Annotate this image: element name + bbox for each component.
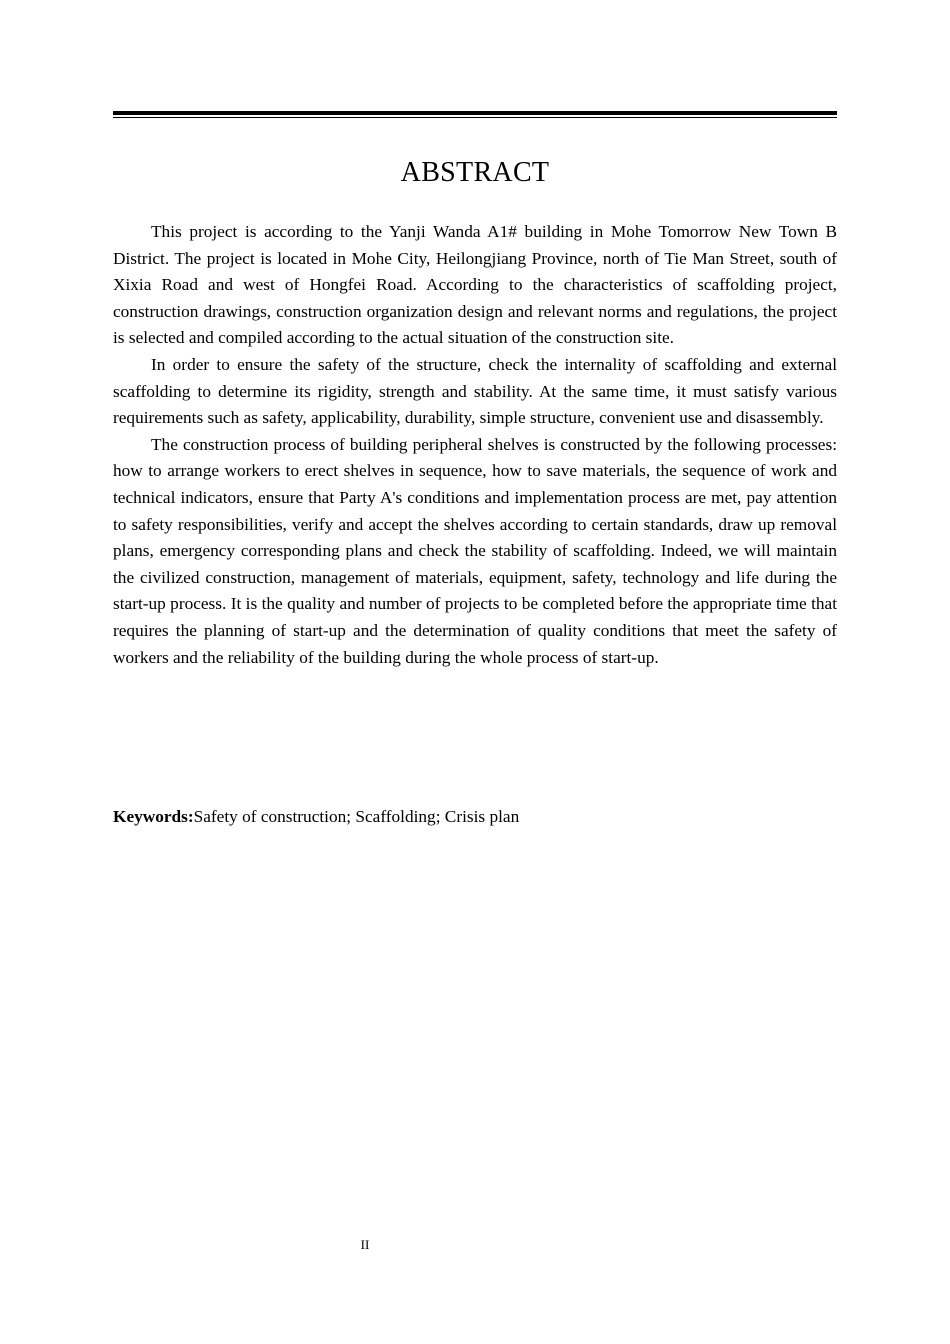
keywords-label: Keywords: bbox=[113, 807, 194, 826]
header-double-rule bbox=[113, 111, 837, 119]
abstract-paragraph-3: The construction process of building peripheral shelves is constructed by the following processes: how to arrange workers to erect shelves in sequence, how to save materials, the sequence of work and technical indicators, ensure that Party A's conditions and implementation process are met, pay attention to safety responsibilities, verify and accept the shelves according to certain standards, draw up removal plans, emergency corresponding plans and check the stability of scaffolding. Indeed, we will maintain the civilized construction, management of materials, equipment, safety, technology and life during the start-up process. It is the quality and number of projects to be completed before the appropriate time that requires the planning of start-up and the determination of quality conditions that meet the safety of workers and the reliability of the building during the whole process of start-up. bbox=[113, 434, 837, 667]
page-number: II bbox=[360, 1237, 370, 1252]
header-rule-thin-line bbox=[113, 117, 837, 118]
keywords-value: Safety of construction; Scaffolding; Crisis plan bbox=[193, 807, 520, 826]
keywords-line bbox=[113, 804, 837, 830]
abstract-paragraph-2: In order to ensure the safety of the structure, check the internality of scaffolding and external scaffolding to determine its rigidity, strength and stability. At the same time, it must satisfy various requirements such as safety, applicability, durability, simple structure, convenient use and disassembly. bbox=[113, 354, 837, 428]
header-rule-thick-line bbox=[113, 111, 837, 115]
abstract-title: ABSTRACT bbox=[400, 157, 550, 188]
abstract-paragraph-1: This project is according to the Yanji Wanda A1# building in Mohe Tomorrow New Town B District. The project is located in Mohe City, Heilongjiang Province, north of Tie Man Street, south of Xixia Road and west of Hongfei Road. According to the characteristics of scaffolding project, construction drawings, construction organization design and relevant norms and regulations, the project is selected and compiled according to the actual situation of the construction site. bbox=[113, 222, 837, 348]
abstract-body bbox=[113, 219, 837, 671]
